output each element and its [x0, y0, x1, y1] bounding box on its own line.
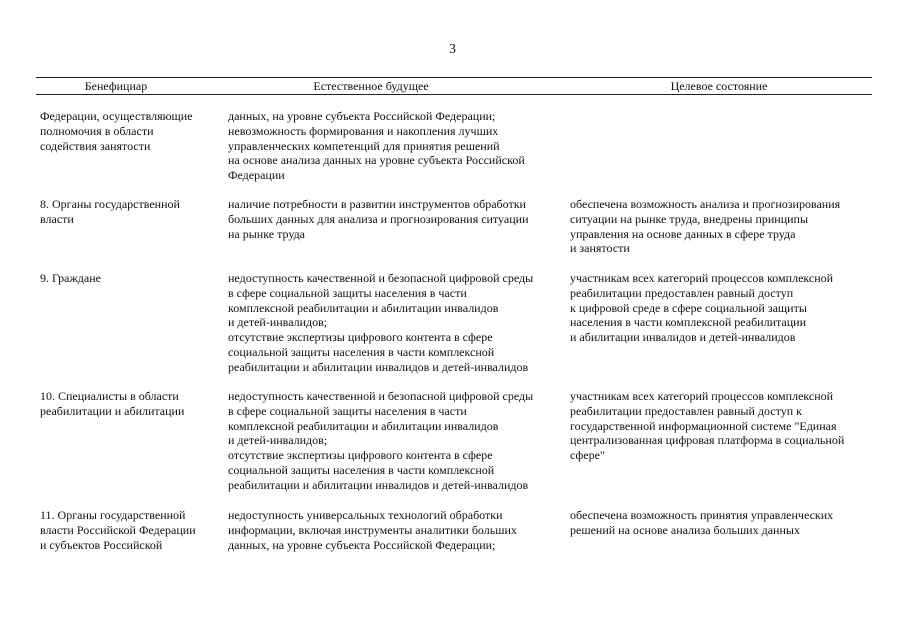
natural-future-cell: недоступность универсальных технологий обработки информации, включая инструменты аналитики больших данных, на уровне субъекта Российской Федерации;	[228, 508, 517, 552]
target-state-cell: обеспечена возможность анализа и прогнозирования ситуации на рынке труда, внедрены принципы управления на основе данных в сфере труда и занятости	[570, 197, 841, 256]
page-number: 3	[449, 42, 456, 57]
target-state-cell: обеспечена возможность принятия управленческих решений на основе анализа больших данных	[570, 508, 834, 537]
beneficiary-cell: 10. Специалисты в области реабилитации и абилитации	[40, 389, 185, 418]
header-beneficiary: Бенефициар	[84, 79, 148, 93]
natural-future-cell: недоступность качественной и безопасной цифровой среды в сфере социальной защиты населения в части комплексной реабилитации и абилитации инвалидов и детей-инвалидов; отсутствие экспертизы цифрового контента в сфере социальной защиты населения в части комплексной реабилитации и абилитации инвалидов и детей-инвалидов	[228, 389, 534, 492]
table-header	[36, 77, 872, 95]
natural-future-cell: недоступность качественной и безопасной цифровой среды в сфере социальной защиты населения в части комплексной реабилитации и абилитации инвалидов и детей-инвалидов; отсутствие экспертизы цифрового контента в сфере социальной защиты населения в части комплексной реабилитации и абилитации инвалидов и детей-инвалидов	[228, 271, 534, 374]
beneficiary-cell: 11. Органы государственной власти Российской Федерации и субъектов Российской	[40, 508, 196, 552]
beneficiary-cell: 9. Граждане	[40, 271, 101, 285]
header-target-state: Целевое состояние	[670, 79, 768, 93]
header-natural-future: Естественное будущее	[313, 79, 429, 93]
target-state-cell: участникам всех категорий процессов комплексной реабилитации предоставлен равный доступ к государственной информационной системе "Единая централизованная цифровая платформа в социальной сфере"	[570, 389, 845, 463]
beneficiary-cell: 8. Органы государственной власти	[40, 197, 180, 226]
natural-future-cell: наличие потребности в развитии инструментов обработки больших данных для анализа и прогнозирования ситуации на рынке труда	[228, 197, 529, 241]
target-state-cell: участникам всех категорий процессов комплексной реабилитации предоставлен равный доступ к цифровой среде в сфере социальной защиты населения в части комплексной реабилитации и абилитации инвалидов и детей-инвалидов	[570, 271, 834, 345]
beneficiary-cell: Федерации, осуществляющие полномочия в области содействия занятости	[40, 109, 193, 153]
natural-future-cell: данных, на уровне субъекта Российской Федерации; невозможность формирования и накопления лучших управленческих компетенций для принятия решений на основе анализа данных на уровне субъекта Российской Федерации	[228, 109, 525, 183]
